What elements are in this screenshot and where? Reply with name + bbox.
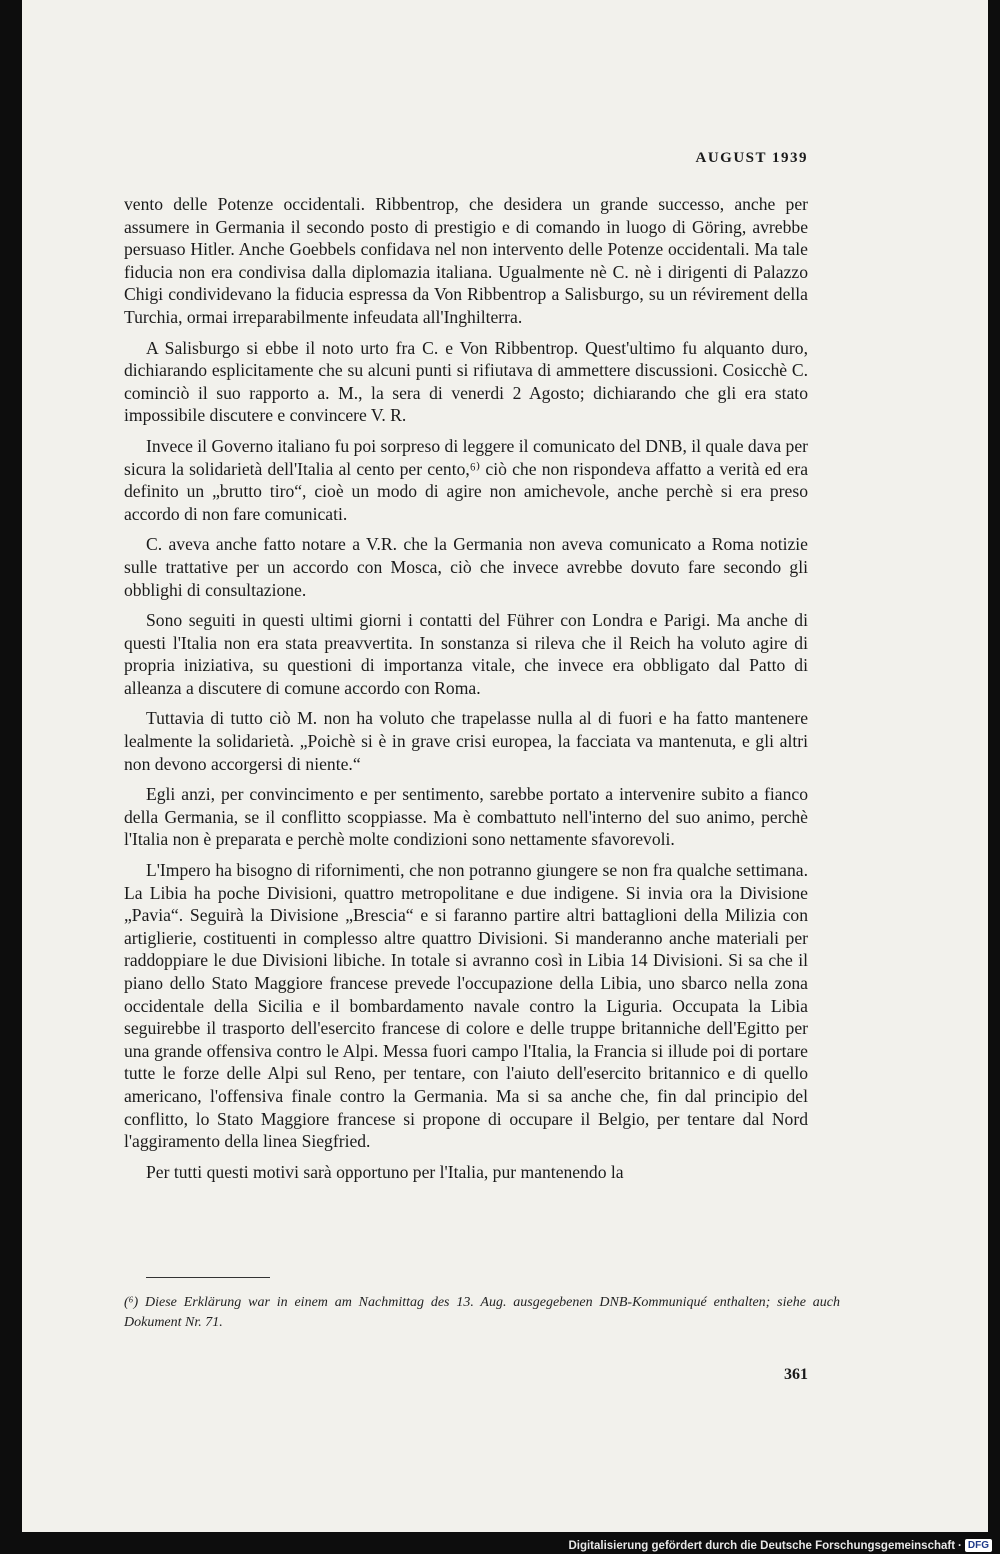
paragraph: A Salisburgo si ebbe il noto urto fra C. e Von Ribbentrop. Quest'ultimo fu alquanto duro, dichiarando esplicitamente che su alcuni punti si rifiutava di ammettere discussioni. Cosicchè C. cominciò il suo rapporto a. M., la sera di venerdi 2 Agosto; dichiarando che gli era stato impossibile discutere e convincere V. R. <box>124 337 808 426</box>
body-text <box>124 193 808 1191</box>
funding-note-text: Digitalisierung gefördert durch die Deutsche Forschungsgemeinschaft <box>568 1539 956 1552</box>
funding-note: Digitalisierung gefördert durch die Deutsche Forschungsgemeinschaft · DFG <box>568 1539 992 1552</box>
running-head: AUGUST 1939 <box>695 150 808 166</box>
paragraph: C. aveva anche fatto notare a V.R. che la Germania non aveva comunicato a Roma notizie sulle trattative per un accordo con Mosca, ciò che invece avrebbe dovuto fare secondo gli obblighi di consultazione. <box>124 534 808 600</box>
footnote-rule <box>146 1277 270 1278</box>
paragraph: Tuttavia di tutto ciò M. non ha voluto che trapelasse nulla al di fuori e ha fatto mantenere lealmente la solidarietà. „Poichè si è in grave crisi europea, la facciata va mantenuta, e gli altri non devono accorgersi di niente.“ <box>124 708 808 774</box>
paragraph: vento delle Potenze occidentali. Ribbentrop, che desidera un grande successo, anche per assumere in Germania il secondo posto di prestigio e di comando in luogo di Göring, avrebbe persuaso Hitler. Anche Goebbels confidava nel non intervento delle Potenze occidentali. Ma tale fiducia non era condivisa dalla diplomazia italiana. Ugualmente nè C. nè i dirigenti di Palazzo Chigi condividevano la fiducia espressa da Von Ribbentrop a Salisburgo, su un révirement della Turchia, ormai irreparabilmente infeudata all'Inghilterra. <box>124 194 808 327</box>
paragraph: L'Impero ha bisogno di rifornimenti, che non potranno giungere se non fra qualche settimana. La Libia ha poche Divisioni, quattro metropolitane e due indigene. Si invia ora la Divisione „Pavia“. Seguirà la Divisione „Brescia“ e si faranno partire altri battaglioni della Milizia con artiglierie, costituenti in complesso altre quattro Divisioni. Si manderanno anche materiali per raddoppiare le due Divisioni libiche. In totale si avranno così in Libia 14 Divisioni. Si sa che il piano dello Stato Maggiore francese prevede l'occupazione della Libia, uno sbarco nella zona occidentale della Sicilia e il bombardamento navale contro la Liguria. Occupata la Libia seguirebbe il trasporto dell'esercito francese di colore e delle truppe britanniche dell'Egitto per una grande offensiva contro le Alpi. Messa fuori campo l'Italia, la Francia si illude poi di portare tutte le forze delle Alpi sul Reno, per tentare, con l'aiuto dell'esercito britannico e di quello americano, l'offensiva finale contro la Germania. Ma si sa anche che, fin dal principio del conflitto, lo Stato Maggiore francese si propone di occupare il Belgio, per tentare dal Nord l'aggiramento della linea Siegfried. <box>124 860 808 1152</box>
dfg-logo-icon: DFG <box>965 1539 992 1552</box>
page-number: 361 <box>784 1366 808 1383</box>
paragraph: Per tutti questi motivi sarà opportuno per l'Italia, pur mantenendo la <box>146 1161 624 1182</box>
paragraph: Egli anzi, per convincimento e per sentimento, sarebbe portato a intervenire subito a fianco della Germania, se il conflitto scoppiasse. Ma è combattuto nell'interno del suo animo, perchè l'Italia non è preparata e perchè molte condizioni sono nettamente sfavorevoli. <box>124 784 808 850</box>
paragraph: Sono seguiti in questi ultimi giorni i contatti del Führer con Londra e Parigi. Ma anche di questi l'Italia non era stata preavvertita. In sonstanza si rileva che il Reich ha voluto agire di propria iniziativa, su questioni di importanza vitale, che invece era obbligato dal Patto di alleanza a discutere di comune accordo con Roma. <box>124 610 808 698</box>
book-page <box>22 0 988 1532</box>
footnote: (⁶) Diese Erklärung war in einem am Nachmittag des 13. Aug. ausgegebenen DNB-Kommuniqué enthalten; siehe auch Dokument Nr. 71. <box>124 1295 840 1330</box>
paragraph: Invece il Governo italiano fu poi sorpreso di leggere il comunicato del DNB, il quale dava per sicura la solidarietà dell'Italia al cento per cento,⁶⁾ ciò che non rispondeva affatto a verità ed era definito un „brutto tiro“, cioè un modo di agire non amichevole, anche perchè si era preso accordo di non fare comunicati. <box>124 435 808 524</box>
